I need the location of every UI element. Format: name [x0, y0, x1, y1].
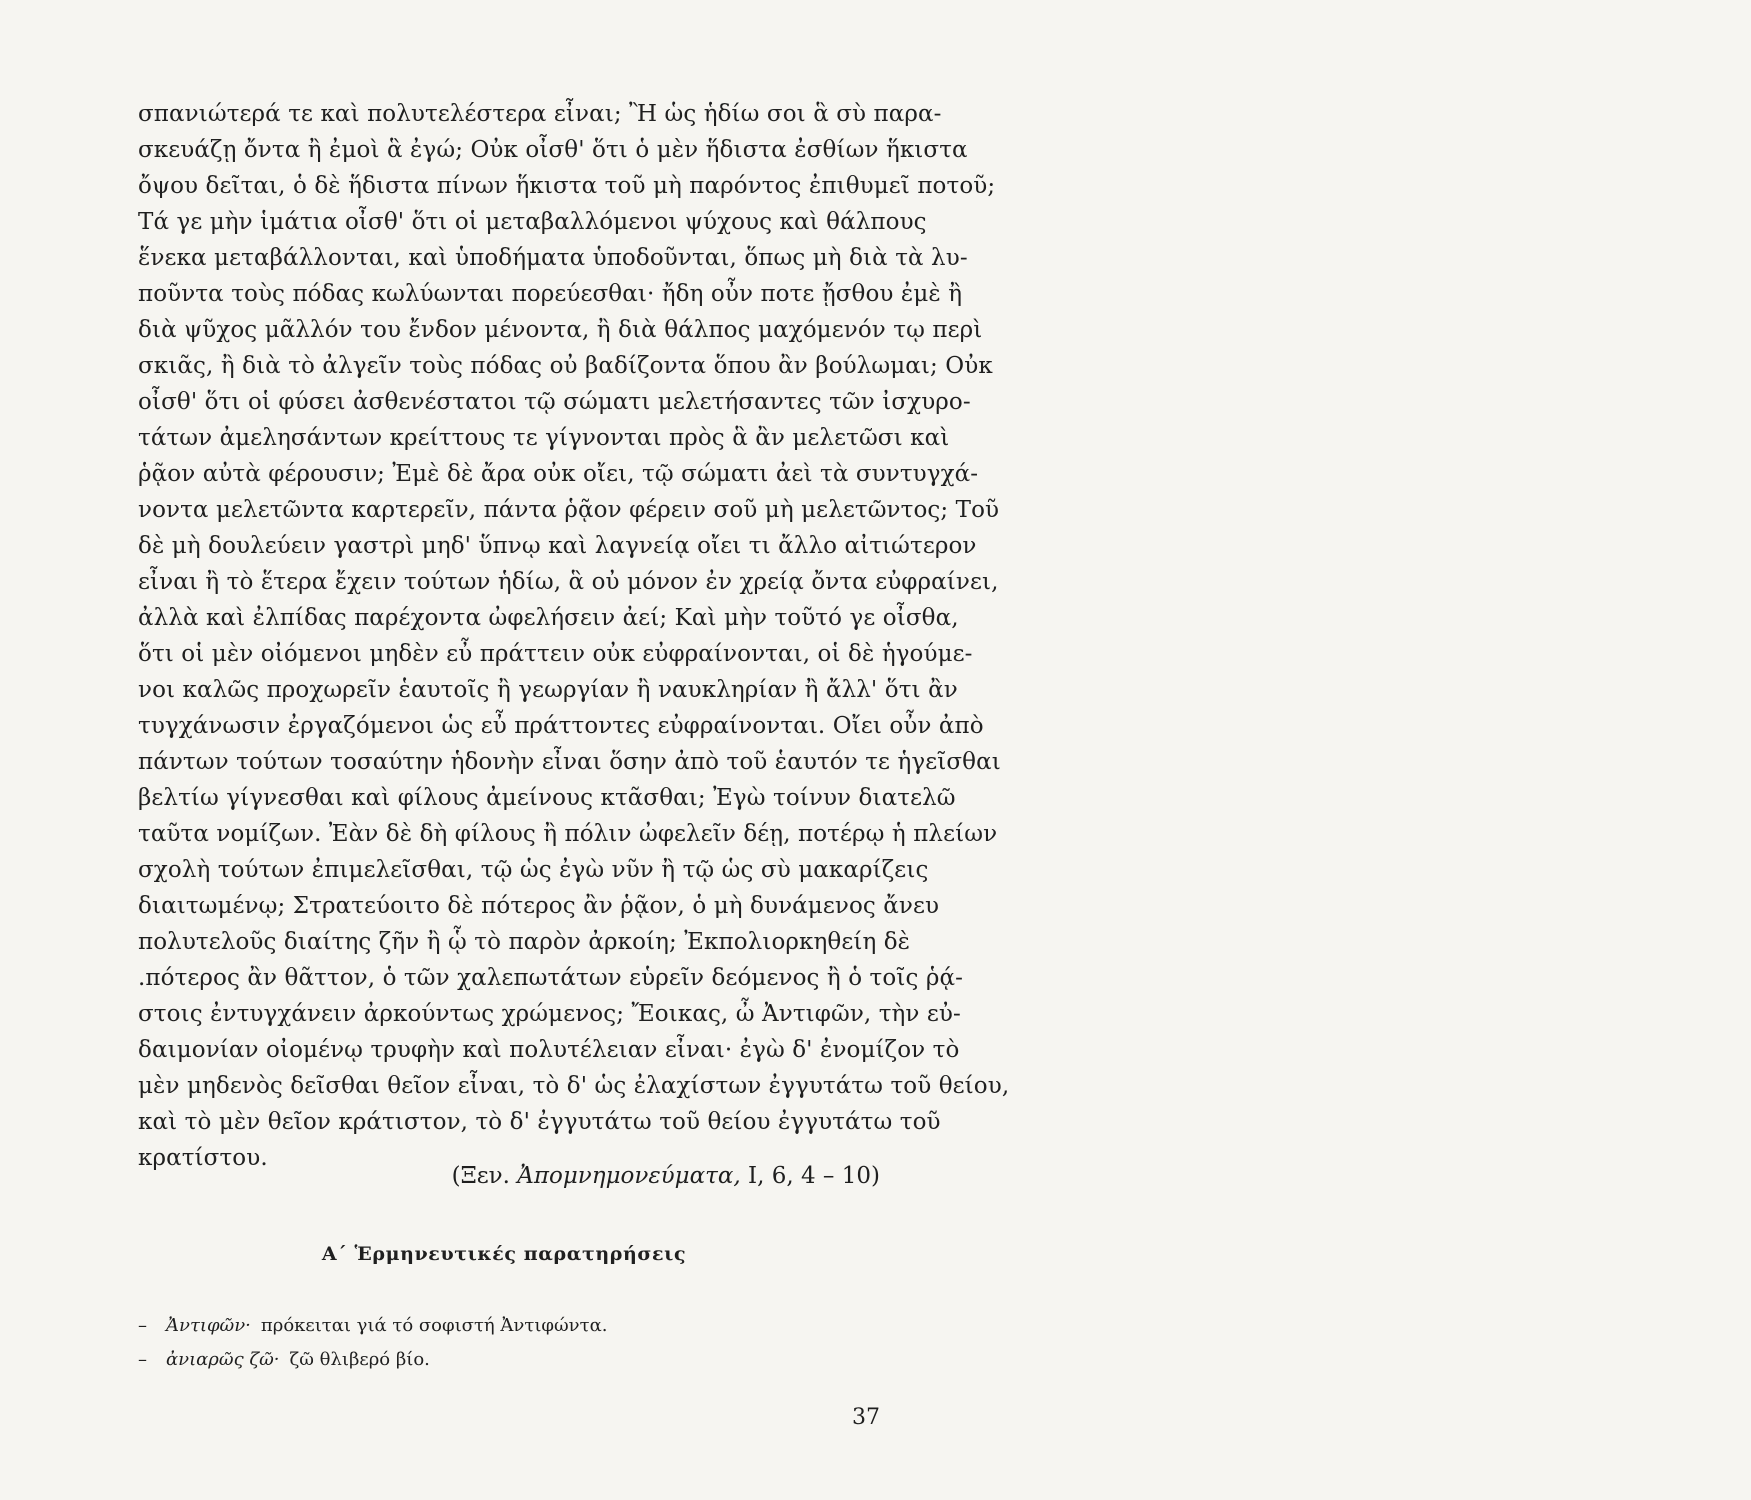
passage-line: οἶσθ' ὅτι οἱ φύσει ἀσθενέστατοι τῷ σώματι μελετήσαντες τῶν ἰσχυρο- — [138, 389, 971, 415]
passage-line: νοντα μελετῶντα καρτερεῖν, πάντα ῥᾷον φέρειν σοῦ μὴ μελετῶντος; Τοῦ — [138, 497, 1000, 523]
main-passage — [138, 96, 1010, 1176]
source-citation — [452, 1158, 880, 1194]
passage-line: τυγχάνωσιν ἐργαζόμενοι ὡς εὖ πράττοντες εὐφραίνονται. Οἴει οὖν ἀπὸ — [138, 713, 984, 739]
passage-line: ὄψου δεῖται, ὁ δὲ ἥδιστα πίνων ἥκιστα τοῦ μὴ παρόντος ἐπιθυμεῖ ποτοῦ; — [138, 173, 996, 199]
passage-line: δὲ μὴ δουλεύειν γαστρὶ μηδ' ὕπνῳ καὶ λαγνείᾳ οἴει τι ἄλλο αἰτιώτερον — [138, 533, 977, 559]
passage-line: στοις ἐντυγχάνειν ἀρκούντως χρώμενος; Ἔοικας, ὦ Ἀντιφῶν, τὴν εὐ- — [138, 1001, 961, 1027]
citation-suffix: I, 6, 4 – 10) — [740, 1163, 880, 1189]
section-heading: Α΄ Ἑρμηνευτικές παρατηρήσεις — [321, 1243, 687, 1265]
passage-line: εἶναι ἢ τὸ ἕτερα ἔχειν τούτων ἡδίω, ἃ οὐ μόνον ἐν χρείᾳ ὄντα εὐφραίνει, — [138, 569, 999, 595]
passage-line: πολυτελοῦς διαίτης ζῆν ἢ ᾧ τὸ παρὸν ἀρκοίη; Ἐκπολιορκηθείη δὲ — [138, 929, 911, 955]
passage-line: ἀλλὰ καὶ ἐλπίδας παρέχοντα ὠφελήσειν ἀεί; Καὶ μὴν τοῦτό γε οἶσθα, — [138, 605, 959, 631]
passage-line: ταῦτα νομίζων. Ἐὰν δὲ δὴ φίλους ἢ πόλιν ὠφελεῖν δέῃ, ποτέρῳ ἡ πλείων — [138, 821, 998, 847]
note-text: ζῶ θλιβερό βίο. — [289, 1349, 430, 1370]
page-number: 37 — [852, 1405, 880, 1430]
passage-line: ποῦντα τοὺς πόδας κωλύωνται πορεύεσθαι· ἤδη οὖν ποτε ᾔσθου ἐμὲ ἢ — [138, 281, 963, 307]
passage-line: ὅτι οἱ μὲν οἰόμενοι μηδὲν εὖ πράττειν οὐκ εὐφραίνονται, οἱ δὲ ἡγούμε- — [138, 641, 973, 667]
passage-line: βελτίω γίγνεσθαι καὶ φίλους ἀμείνους κτᾶσθαι; Ἐγὼ τοίνυν διατελῶ — [138, 785, 956, 811]
passage-line: τάτων ἀμελησάντων κρείττους τε γίγνονται πρὸς ἃ ἂν μελετῶσι καὶ — [138, 425, 950, 451]
citation-title: Ἀπομνημονεύματα, — [517, 1163, 741, 1189]
passage-line: ῥᾷον αὐτὰ φέρουσιν; Ἐμὲ δὲ ἄρα οὐκ οἴει, τῷ σώματι ἀεὶ τὰ συντυγχά- — [138, 461, 979, 487]
passage-line: δαιμονίαν οἰομένῳ τρυφὴν καὶ πολυτέλειαν εἶναι· ἐγὼ δ' ἐνομίζον τὸ — [138, 1037, 960, 1063]
note-term: ἀνιαρῶς ζῶ· — [166, 1349, 280, 1370]
note-term: Ἀντιφῶν· — [166, 1315, 251, 1336]
note-item — [138, 1309, 880, 1343]
passage-line: .πότερος ἂν θᾶττον, ὁ τῶν χαλεπωτάτων εὑρεῖν δεόμενος ἢ ὁ τοῖς ῥᾴ- — [138, 965, 963, 991]
note-text: πρόκειται γιά τό σοφιστή Ἀντιφώντα. — [260, 1315, 608, 1336]
note-dash: – — [138, 1315, 147, 1336]
passage-line: σχολὴ τούτων ἐπιμελεῖσθαι, τῷ ὡς ἐγὼ νῦν ἢ τῷ ὡς σὺ μακαρίζεις — [138, 857, 929, 883]
passage-line: σκιᾶς, ἢ διὰ τὸ ἀλγεῖν τοὺς πόδας οὐ βαδίζοντα ὅπου ἂν βούλωμαι; Οὐκ — [138, 353, 993, 379]
passage-line: καὶ τὸ μὲν θεῖον κράτιστον, τὸ δ' ἐγγυτάτω τοῦ θείου ἐγγυτάτω τοῦ — [138, 1109, 941, 1135]
citation-prefix: (Ξεν. — [451, 1163, 518, 1189]
passage-line: ἕνεκα μεταβάλλονται, καὶ ὑποδήματα ὑποδοῦνται, ὅπως μὴ διὰ τὰ λυ- — [138, 245, 968, 271]
passage-line: σκευάζῃ ὄντα ἢ ἐμοὶ ἃ ἐγώ; Οὐκ οἶσθ' ὅτι ὁ μὲν ἥδιστα ἐσθίων ἥκιστα — [138, 137, 968, 163]
passage-line: πάντων τούτων τοσαύτην ἡδονὴν εἶναι ὅσην ἀπὸ τοῦ ἑαυτόν τε ἡγεῖσθαι — [138, 749, 1001, 775]
passage-line: νοι καλῶς προχωρεῖν ἑαυτοῖς ἢ γεωργίαν ἢ ναυκληρίαν ἢ ἄλλ' ὅτι ἂν — [138, 677, 958, 703]
passage-line: διὰ ψῦχος μᾶλλόν του ἔνδον μένοντα, ἢ διὰ θάλπος μαχόμενόν τῳ περὶ — [138, 317, 983, 343]
notes-list — [138, 1309, 880, 1377]
note-dash: – — [138, 1349, 147, 1370]
passage-line: διαιτωμένῳ; Στρατεύοιτο δὲ πότερος ἂν ῥᾷον, ὁ μὴ δυνάμενος ἄνευ — [138, 893, 940, 919]
passage-line: κρατίστου. — [138, 1145, 268, 1171]
note-item — [138, 1343, 880, 1377]
passage-line: σπανιώτερά τε καὶ πολυτελέστερα εἶναι; Ἢ ὡς ἡδίω σοι ἃ σὺ παρα- — [138, 101, 942, 127]
passage-line: Τά γε μὴν ἱμάτια οἶσθ' ὅτι οἱ μεταβαλλόμενοι ψύχους καὶ θάλπους — [138, 209, 927, 235]
passage-line: μὲν μηδενὸς δεῖσθαι θεῖον εἶναι, τὸ δ' ὡς ἐλαχίστων ἐγγυτάτω τοῦ θείου, — [138, 1073, 1010, 1099]
